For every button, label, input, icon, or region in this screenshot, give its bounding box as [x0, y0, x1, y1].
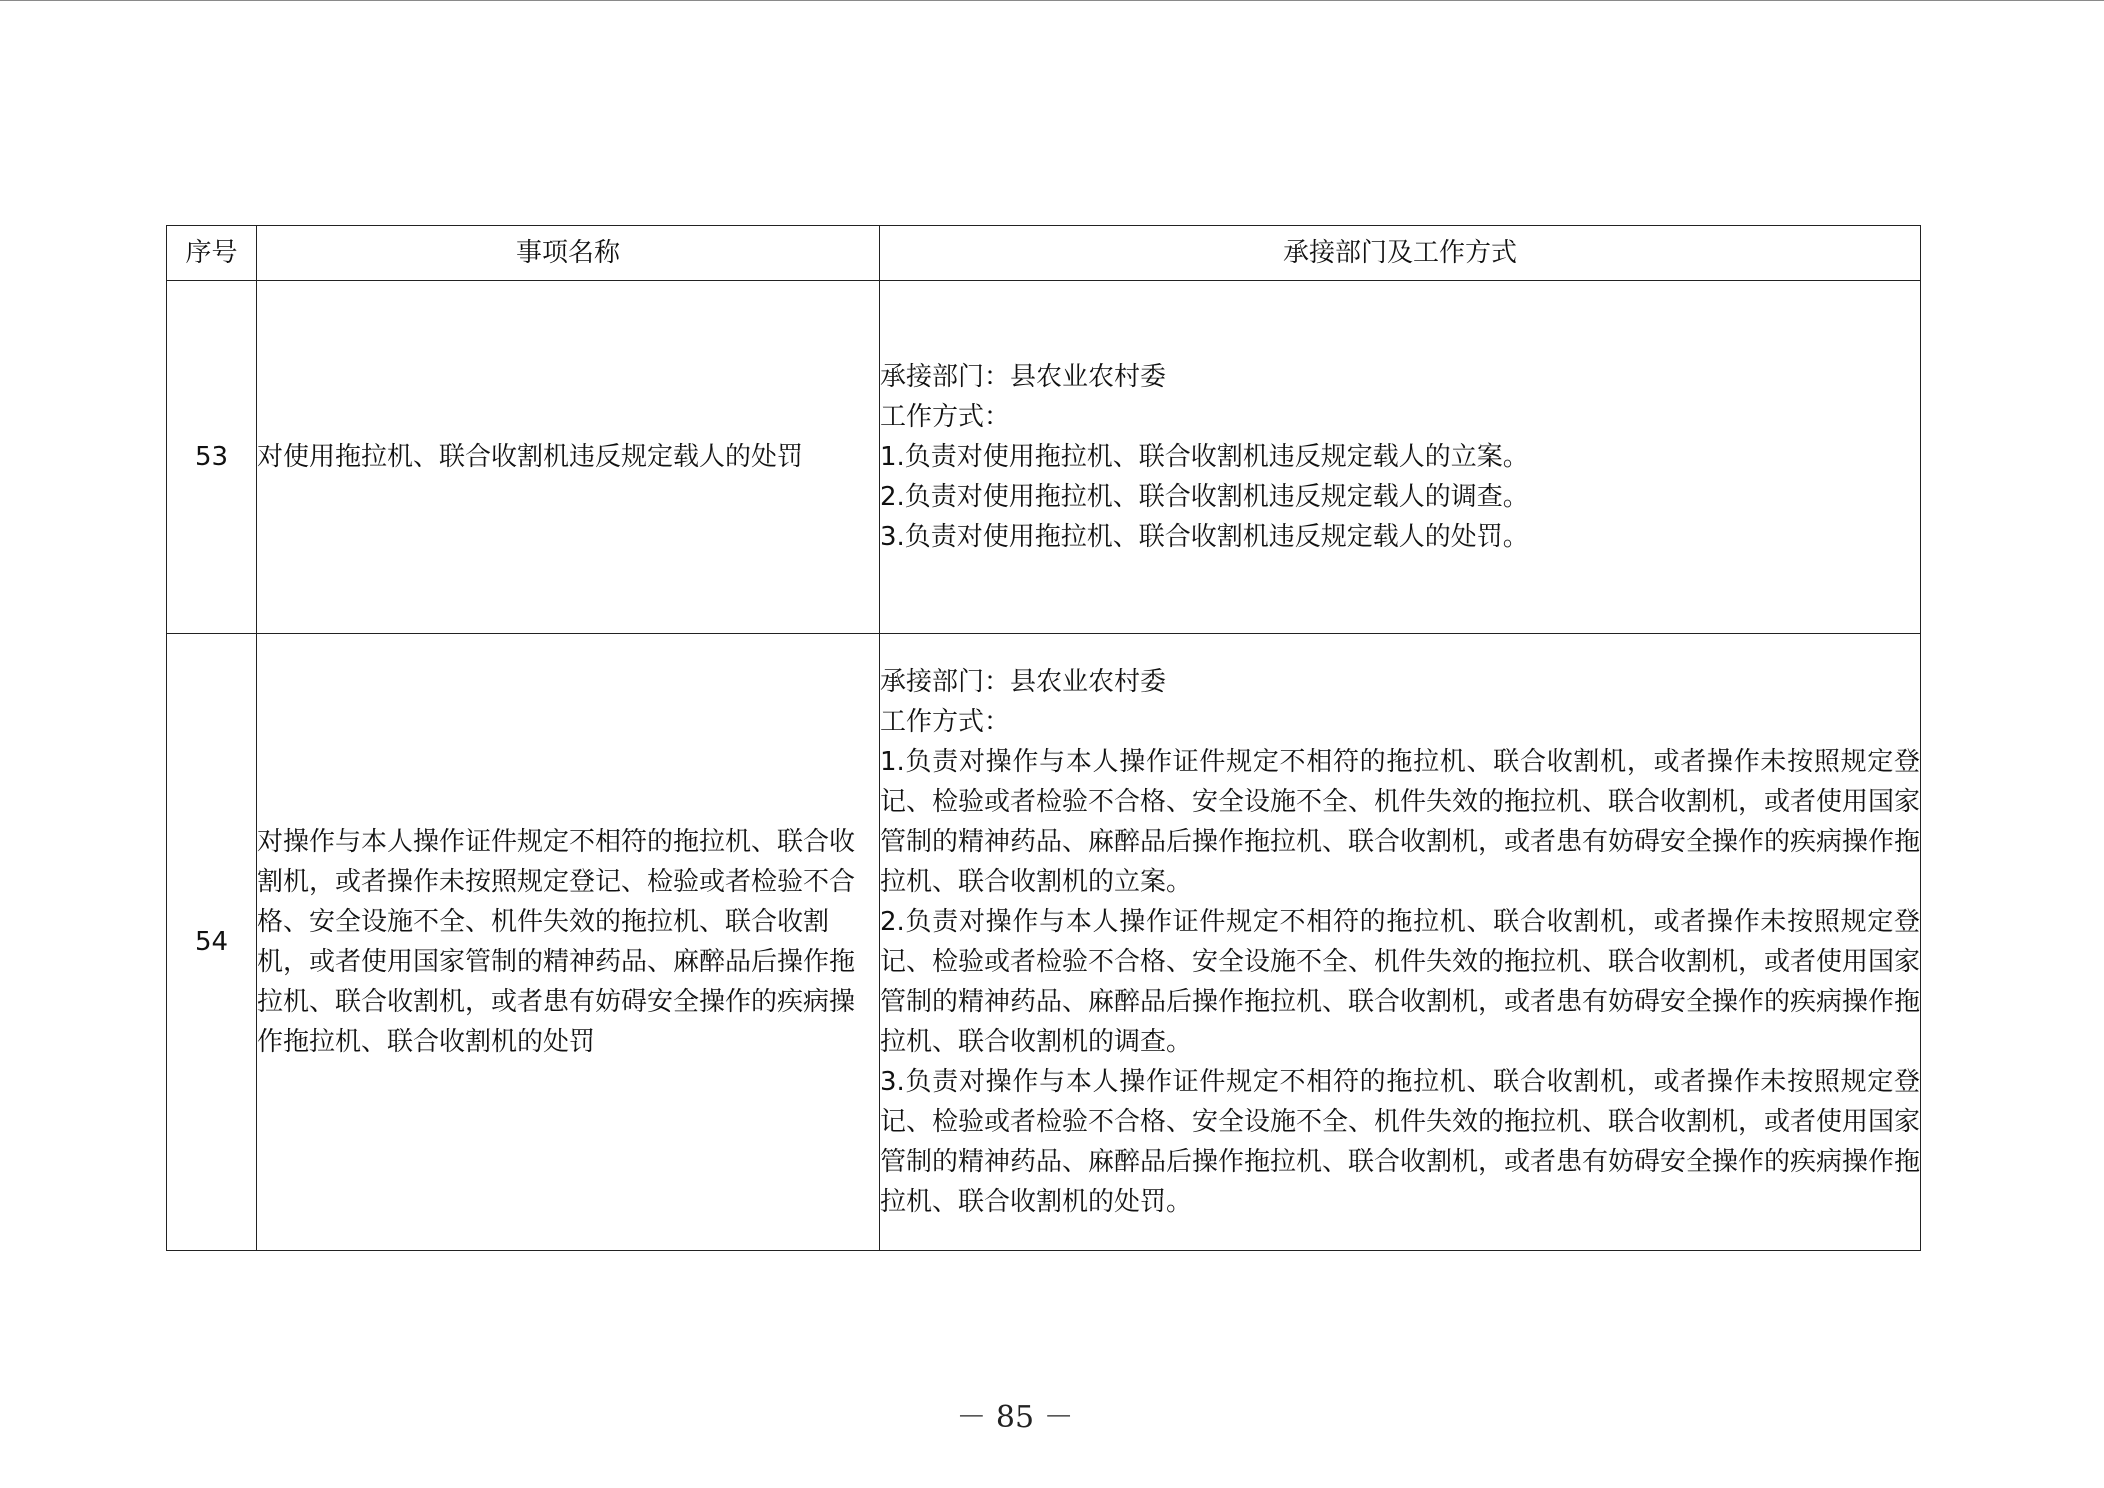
step-item: 3.负责对使用拖拉机、联合收割机违反规定载人的处罚。 [880, 522, 1529, 552]
top-border-rule [0, 0, 2104, 1]
step-item: 2.负责对操作与本人操作证件规定不相符的拖拉机、联合收割机，或者操作未按照规定登记、检验或者检验不合格、安全设施不全、机件失效的拖拉机、联合收割机，或者使用国家管制的精神药品、麻醉品后操作拖拉机、联合收割机，或者患有妨碍安全操作的疾病操作拖拉机、联合收割机的调查。 [880, 907, 1921, 1057]
row-item-name: 对操作与本人操作证件规定不相符的拖拉机、联合收割机，或者操作未按照规定登记、检验或者检验不合格、安全设施不全、机件失效的拖拉机、联合收割机，或者使用国家管制的精神药品、麻醉品后操作拖拉机、联合收割机，或者患有妨碍安全操作的疾病操作拖拉机、联合收割机的处罚 [257, 634, 880, 1251]
step-item: 1.负责对操作与本人操作证件规定不相符的拖拉机、联合收割机，或者操作未按照规定登记、检验或者检验不合格、安全设施不全、机件失效的拖拉机、联合收割机，或者使用国家管制的精神药品、麻醉品后操作拖拉机、联合收割机，或者患有妨碍安全操作的疾病操作拖拉机、联合收割机的立案。 [880, 747, 1921, 897]
table-row [167, 634, 1921, 1251]
step-item: 1.负责对使用拖拉机、联合收割机违反规定载人的立案。 [880, 442, 1529, 472]
step-item: 3.负责对操作与本人操作证件规定不相符的拖拉机、联合收割机，或者操作未按照规定登记、检验或者检验不合格、安全设施不全、机件失效的拖拉机、联合收割机，或者使用国家管制的精神药品、麻醉品后操作拖拉机、联合收割机，或者患有妨碍安全操作的疾病操作拖拉机、联合收割机的处罚。 [880, 1067, 1921, 1217]
header-item-name: 事项名称 [257, 226, 880, 281]
row-department-method [880, 634, 1921, 1251]
table-row [167, 281, 1921, 634]
department-line: 承接部门：县农业农村委 [880, 667, 1167, 697]
department-line: 承接部门：县农业农村委 [880, 362, 1167, 392]
step-item: 2.负责对使用拖拉机、联合收割机违反规定载人的调查。 [880, 482, 1529, 512]
method-label: 工作方式： [880, 402, 1011, 432]
row-item-name: 对使用拖拉机、联合收割机违反规定载人的处罚 [257, 281, 880, 634]
page-number: － 85 － [956, 1400, 1074, 1435]
table-header-row [167, 226, 1921, 281]
matters-table [166, 225, 1921, 1251]
row-serial-number: 53 [167, 281, 257, 634]
row-serial-number: 54 [167, 634, 257, 1251]
method-label: 工作方式： [880, 707, 1011, 737]
row-department-method [880, 281, 1921, 634]
header-department-method: 承接部门及工作方式 [880, 226, 1921, 281]
header-serial-number: 序号 [167, 226, 257, 281]
